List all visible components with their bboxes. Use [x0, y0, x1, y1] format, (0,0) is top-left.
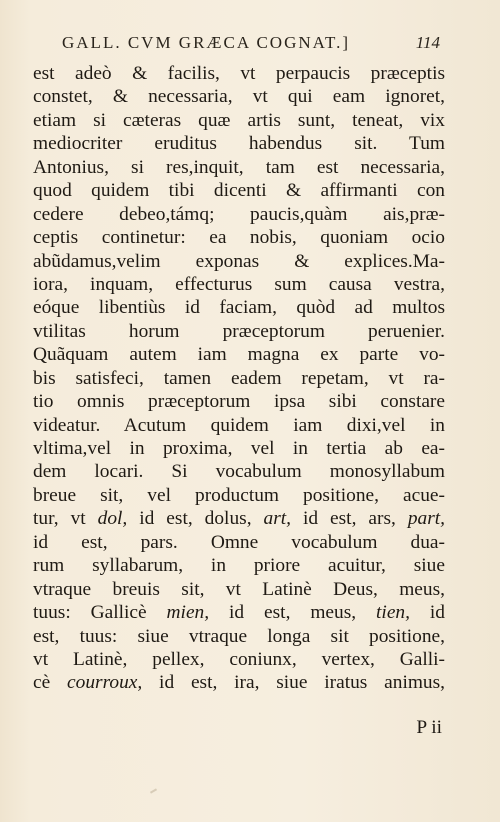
text-line-23: vtraque breuis sit, vt Latinè Deus, meus,: [33, 578, 445, 600]
text-line-8: ceptis continetur: ea nobis, quoniam ocio: [33, 227, 445, 249]
signature-mark: P ii: [416, 717, 442, 738]
text-line-15: tio omnis præceptorum ipsa sibi constare: [33, 391, 445, 413]
page-number: 114: [415, 33, 440, 52]
text-line-11: eóque libentiùs id faciam, quòd ad multos: [33, 297, 445, 319]
french-word-courroux: courroux,: [67, 672, 143, 694]
text-line-27: cè courroux, id est, ira, siue iratus animus,: [33, 672, 446, 694]
text-line-17: vltima,vel in proxima, vel in tertia ab ea-: [33, 438, 445, 459]
text-line-19: breue sit, vel productum positione, acue-: [33, 484, 445, 506]
text-line-20: tur, vt dol, id est, dolus, art, id est, ars, part,: [33, 508, 445, 530]
text-line-10: iora, inquam, effecturus sum causa vestra,: [33, 273, 445, 295]
french-word-dol: dol,: [97, 508, 128, 530]
running-head: GALL. CVM GRÆCA COGNAT.]: [62, 33, 351, 52]
text-line-14: bis satisfeci, tamen eadem repetam, vt ra-: [33, 367, 445, 389]
text-line-12: vtilitas horum præceptorum peruenier.: [33, 320, 445, 342]
text-line-18: dem locari. Si vocabulum monosyllabum: [33, 461, 445, 483]
text-line-7: cedere debeo,támq; paucis,quàm ais,præ-: [33, 203, 445, 225]
text-line-6: quod quidem tibi dicenti & affirmanti con: [33, 180, 445, 202]
text-line-26: vt Latinè, pellex, coniunx, vertex, Galli-: [33, 648, 445, 670]
french-word-mien: mien,: [166, 602, 210, 624]
text-line-16: videatur. Acutum quidem iam dixi,vel in: [33, 414, 445, 436]
text-line-4: mediocriter eruditus habendus sit. Tum: [33, 133, 445, 155]
text-line-13: Quãquam autem iam magna ex parte vo-: [33, 344, 445, 366]
ink-smudge: [150, 788, 157, 793]
text-line-2: constet, & necessaria, vt qui eam ignoret,: [33, 86, 445, 108]
text-line-21: id est, pars. Omne vocabulum dua-: [33, 531, 445, 553]
page-header: [62, 33, 440, 59]
text-line-22: rum syllabarum, in priore acuitur, siue: [33, 555, 445, 577]
text-line-5: Antonius, si res,inquit, tam est necessaria,: [33, 156, 445, 178]
body-text: [33, 62, 445, 695]
french-word-art: art,: [263, 508, 291, 530]
text-line-1: est adeò & facilis, vt perpaucis præceptis: [33, 63, 445, 84]
french-word-tien: tien,: [376, 602, 410, 624]
text-line-3: etiam si cæteras quæ artis sunt, teneat, vix: [33, 109, 445, 131]
text-line-24: tuus: Gallicè mien, id est, meus, tien, id: [33, 602, 445, 624]
text-line-25: est, tuus: siue vtraque longa sit positione,: [33, 625, 445, 647]
french-word-part: part,: [407, 508, 445, 530]
text-line-9: abũdamus,velim exponas & explices.Ma-: [33, 250, 445, 272]
